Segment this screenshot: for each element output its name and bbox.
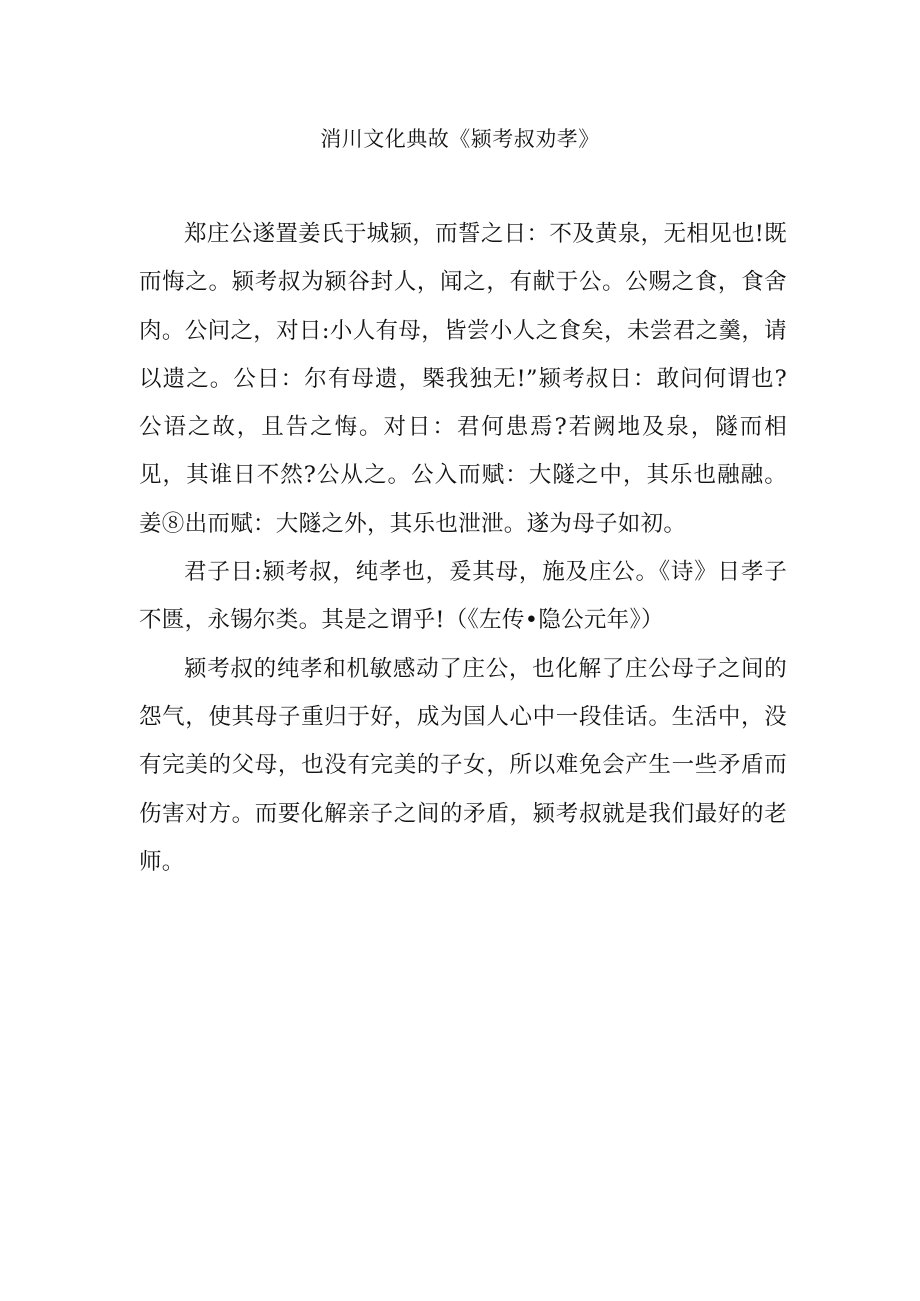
document-body bbox=[139, 210, 787, 886]
paragraph-story: 郑庄公遂置姜氏于城颍，而誓之日：不及黄泉，无相见也!既而悔之。颍考叔为颍谷封人，闻之，有献于公。公赐之食，食舍肉。公问之，对日:小人有母，皆尝小人之食矣，未尝君之羹，请以遗之。公日：尔有母遗，槩我独无!”颍考叔日：敢问何谓也?公语之故，且告之悔。对日：君何患焉?若阙地及泉，隧而相见，其谁日不然?公从之。公入而赋：大隧之中，其乐也融融。姜⑧出而赋：大隧之外，其乐也泄泄。遂为母子如初。 bbox=[139, 221, 787, 537]
paragraph-reflection: 颍考叔的纯孝和机敏感动了庄公，也化解了庄公母子之间的怨气，使其母子重归于好，成为国人心中一段佳话。生活中，没有完美的父母，也没有完美的子女，所以难免会产生一些矛盾而伤害对方。而要化解亲子之间的矛盾，颍考叔就是我们最好的老师。 bbox=[139, 655, 787, 875]
document-title: 消川文化典故《颍考叔劝孝》 bbox=[320, 127, 600, 151]
paragraph-commentary: 君子日:颍考叔，纯孝也，爰其母，施及庄公。《诗》日孝子不匮，永锡尔类。其是之谓乎!（《左传•隐公元年》） bbox=[139, 559, 787, 634]
